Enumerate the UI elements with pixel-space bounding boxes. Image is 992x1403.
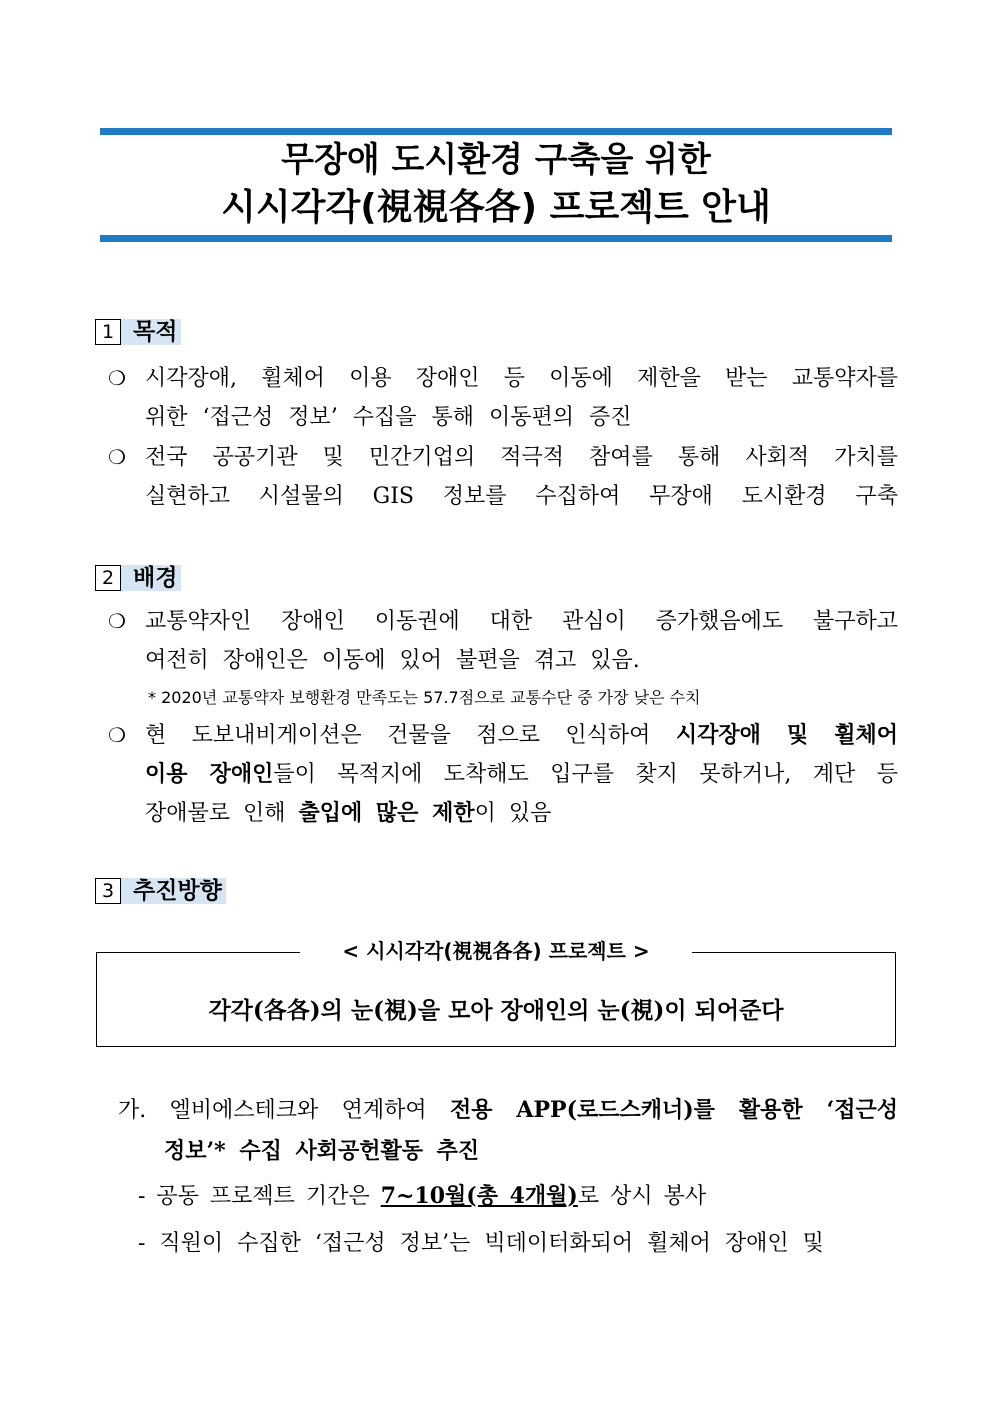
bullet-line: 전국 공공기관 및 민간기업의 적극적 참여를 통해 사회적 가치를 — [145, 445, 898, 470]
section-number: 3 — [95, 878, 121, 904]
purpose-bullet-2 — [108, 438, 898, 516]
page-title-line2: 시시각각(視視各各) 프로젝트 안내 — [221, 187, 771, 228]
background-bullet-2 — [108, 716, 898, 833]
section-number: 1 — [95, 319, 121, 345]
circle-bullet-icon: ❍ — [108, 366, 126, 390]
bullet-line — [145, 716, 898, 755]
footnote: * 2020년 교통약자 보행환경 만족도는 57.7점으로 교통수단 중 가장 낮은 수치 — [148, 688, 701, 707]
section-label: 목적 — [121, 319, 181, 345]
bullet-line: 실현하고 시설물의 GIS 정보를 수집하여 무장애 도시환경 구축 — [145, 484, 898, 509]
bullet-line — [145, 755, 898, 794]
text-run: - 공동 프로젝트 기간은 — [138, 1184, 381, 1209]
text-run: 로 상시 봉사 — [577, 1184, 707, 1209]
bullet-line: 교통약자인 장애인 이동권에 대한 관심이 증가했음에도 불구하고 — [145, 609, 898, 634]
bold-run: 이용 장애인 — [145, 761, 274, 787]
text-run: 가. 엘비에스테크와 연계하여 — [118, 1098, 450, 1123]
slogan-box-title: < 시시각각(視視各各) 프로젝트 > — [300, 936, 692, 966]
text-run: 이 있음 — [474, 801, 552, 826]
bullet-line: 여전히 장애인은 이동에 있어 불편을 겪고 있음. — [145, 648, 640, 673]
bold-run: 전용 APP(로드스캐너)를 활용한 ‘접근성 — [449, 1097, 899, 1123]
bullet-line: 시각장애, 휠체어 이용 장애인 등 이동에 제한을 받는 교통약자를 — [145, 366, 898, 391]
page-title-line1: 무장애 도시환경 구축을 위한 — [281, 140, 711, 180]
circle-bullet-icon: ❍ — [108, 609, 126, 633]
underlined-bold-run: 7~10월(총 4개월) — [380, 1183, 578, 1209]
title-bottom-rule — [100, 235, 892, 242]
circle-bullet-icon: ❍ — [108, 445, 126, 469]
section-heading-purpose — [95, 317, 181, 347]
section-label: 추진방향 — [121, 878, 226, 904]
bold-run: 정보’* 수집 사회공헌활동 추진 — [164, 1138, 480, 1164]
direction-dash-2: - 직원이 수집한 ‘접근성 정보’는 빅데이터화되어 휠체어 장애인 및 — [138, 1231, 824, 1256]
section-heading-direction — [95, 876, 226, 906]
circle-bullet-icon: ❍ — [108, 723, 126, 747]
section-heading-background — [95, 563, 181, 593]
bullet-line — [145, 794, 898, 833]
bullet-line: 위한 ‘접근성 정보’ 수집을 통해 이동편의 증진 — [145, 405, 632, 430]
direction-item-ga — [118, 1090, 898, 1172]
text-run: 장애물로 인해 — [145, 801, 299, 826]
bold-run: 시각장애 및 휠체어 — [675, 722, 898, 748]
slogan-text: 각각(各各)의 눈(視)을 모아 장애인의 눈(視)이 되어준다 — [208, 997, 784, 1024]
item-line — [118, 1090, 898, 1131]
bold-run: 출입에 많은 제한 — [298, 800, 475, 826]
text-run: 들이 목적지에 도착해도 입구를 찾지 못하거나, 계단 등 — [273, 762, 898, 787]
title-top-rule — [100, 128, 892, 135]
item-line — [164, 1131, 898, 1172]
section-number: 2 — [95, 565, 121, 591]
direction-dash-1 — [138, 1177, 898, 1216]
purpose-bullet-1 — [108, 359, 898, 437]
background-bullet-1 — [108, 602, 898, 680]
section-label: 배경 — [121, 565, 181, 591]
text-run: 현 도보내비게이션은 건물을 점으로 인식하여 — [145, 723, 676, 748]
